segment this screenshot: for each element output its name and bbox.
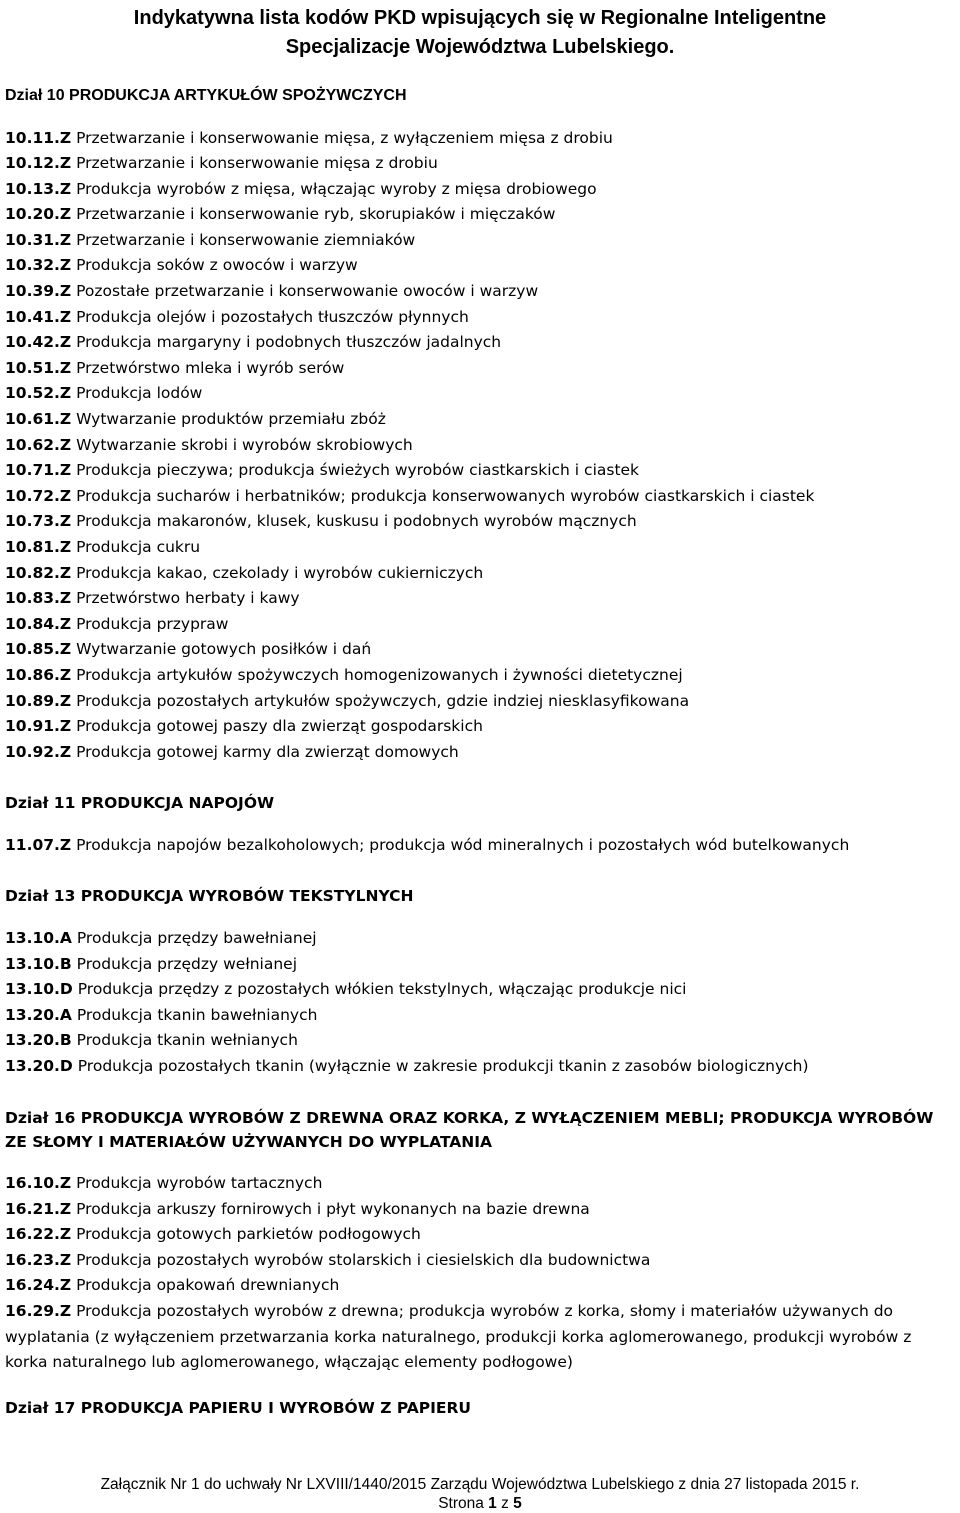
pkd-code: 13.20.D [5, 1056, 73, 1075]
pkd-description: Produkcja soków z owoców i warzyw [76, 256, 358, 275]
page-footer [0, 1475, 960, 1513]
pkd-description: Produkcja kakao, czekolady i wyrobów cukierniczych [76, 563, 484, 582]
pkd-code: 10.72.Z [5, 486, 72, 505]
list-item [5, 356, 955, 382]
code-list [5, 126, 955, 766]
section-dzial-17 [5, 1396, 955, 1420]
section-heading: Dział 16 PRODUKCJA WYROBÓW Z DREWNA ORAZ KORKA, Z WYŁĄCZENIEM MEBLI; PRODUKCJA WYROBÓW ZE SŁOMY I MATERIAŁÓW UŻYWANYCH DO WYPLATANIA [5, 1108, 934, 1151]
pkd-code: 10.52.Z [5, 384, 72, 403]
pkd-code: 10.31.Z [5, 230, 72, 249]
list-item [5, 151, 955, 177]
code-list [5, 1171, 955, 1376]
pkd-code: 10.41.Z [5, 307, 72, 326]
pkd-code: 10.82.Z [5, 563, 72, 582]
list-item [5, 926, 955, 952]
pkd-description: Produkcja wyrobów tartacznych [76, 1174, 323, 1192]
pkd-description: Produkcja przędzy wełnianej [76, 954, 298, 973]
pkd-code: 10.12.Z [5, 154, 72, 173]
page-current: 1 [488, 1495, 497, 1512]
section-spacer [5, 765, 955, 791]
list-item [5, 561, 955, 587]
pkd-description: Produkcja pieczywa; produkcja świeżych wyrobów ciastkarskich i ciastek [76, 461, 640, 480]
pkd-description: Przetwarzanie i konserwowanie mięsa z drobiu [76, 154, 438, 173]
pkd-code: 16.24.Z [5, 1276, 72, 1295]
page-number [0, 1494, 960, 1513]
pkd-description: Przetwórstwo mleka i wyrób serów [76, 358, 345, 377]
list-item [5, 177, 955, 203]
list-item [5, 833, 955, 859]
list-item [5, 1054, 955, 1080]
pkd-description: Produkcja gotowej paszy dla zwierząt gospodarskich [76, 717, 483, 736]
pkd-description: Produkcja gotowej karmy dla zwierząt domowych [76, 742, 459, 761]
list-item [5, 612, 955, 638]
document-title-line-2: Specjalizacje Województwa Lubelskiego. [285, 36, 675, 58]
pkd-code: 10.51.Z [5, 358, 72, 377]
pkd-description: Produkcja pozostałych wyrobów stolarskich i ciesielskich dla budownictwa [76, 1250, 651, 1269]
list-item [5, 484, 955, 510]
pkd-code: 10.20.Z [5, 205, 72, 224]
list-item [5, 740, 955, 766]
pkd-code: 10.11.Z [5, 128, 72, 147]
page-total: 5 [513, 1495, 522, 1512]
pkd-description: Produkcja przypraw [76, 614, 229, 633]
document-body [5, 84, 955, 1420]
list-item [5, 458, 955, 484]
pkd-description: Produkcja pozostałych artykułów spożywczych, gdzie indziej niesklasyfikowana [76, 691, 690, 710]
list-item [5, 1273, 955, 1299]
pkd-code: 10.81.Z [5, 538, 72, 556]
section-heading: Dział 13 PRODUKCJA WYROBÓW TEKSTYLNYCH [5, 887, 414, 906]
pkd-description: Produkcja arkuszy fornirowych i płyt wykonanych na bazie drewna [76, 1199, 590, 1218]
pkd-description: Wytwarzanie produktów przemiału zbóż [76, 410, 386, 429]
list-item [5, 126, 955, 152]
document-title [0, 4, 960, 62]
list-item [5, 1222, 955, 1248]
pkd-code: 10.86.Z [5, 665, 72, 684]
section-heading: Dział 11 PRODUKCJA NAPOJÓW [5, 794, 275, 813]
list-item [5, 509, 955, 535]
pkd-description: Produkcja pozostałych wyrobów z drewna; produkcja wyrobów z korka, słomy i materiałów używanych do wyplatania (z wyłączeniem przetwarzania korka naturalnego, produkcji korka aglomerowanego, produkcji wyrobów z korka naturalnego lub aglomerowanego, włączając elementy podłogowe) [5, 1301, 912, 1372]
section-spacer [5, 1376, 955, 1396]
list-item [5, 381, 955, 407]
document-title-line-1: Indykatywna lista kodów PKD wpisujących się w Regionalne Inteligentne [133, 7, 827, 29]
list-item [5, 689, 955, 715]
pkd-description: Produkcja wyrobów z mięsa, włączając wyroby z mięsa drobiowego [76, 179, 597, 198]
list-item [5, 637, 955, 663]
pkd-code: 10.92.Z [5, 742, 72, 761]
section-spacer [5, 858, 955, 884]
list-item [5, 952, 955, 978]
pkd-code: 10.83.Z [5, 589, 72, 608]
pkd-description: Produkcja opakowań drewnianych [76, 1276, 340, 1295]
pkd-code: 10.42.Z [5, 333, 72, 352]
pkd-description: Produkcja gotowych parkietów podłogowych [76, 1225, 421, 1244]
pkd-code: 13.20.A [5, 1005, 72, 1024]
list-item [5, 535, 955, 561]
pkd-description: Przetwarzanie i konserwowanie mięsa, z wyłączeniem mięsa z drobiu [76, 128, 613, 147]
list-item [5, 977, 955, 1003]
list-item [5, 1197, 955, 1223]
pkd-code: 16.22.Z [5, 1225, 72, 1244]
section-spacer [5, 1080, 955, 1106]
list-item [5, 407, 955, 433]
pkd-description: Przetwórstwo herbaty i kawy [76, 589, 300, 608]
pkd-description: Produkcja artykułów spożywczych homogenizowanych i żywności dietetycznej [76, 665, 683, 684]
pkd-code: 13.20.B [5, 1031, 72, 1050]
page-label: Strona [438, 1495, 484, 1512]
list-item [5, 330, 955, 356]
pkd-description: Wytwarzanie skrobi i wyrobów skrobiowych [76, 435, 413, 454]
pkd-code: 16.23.Z [5, 1250, 72, 1269]
pkd-code: 10.73.Z [5, 512, 72, 531]
pkd-description: Produkcja makaronów, klusek, kuskusu i podobnych wyrobów mącznych [76, 512, 637, 531]
pkd-description: Produkcja sucharów i herbatników; produkcja konserwowanych wyrobów ciastkarskich i ciastek [76, 486, 815, 505]
section-dzial-10 [5, 84, 955, 765]
pkd-description: Produkcja olejów i pozostałych tłuszczów płynnych [76, 307, 469, 326]
section-heading: Dział 17 PRODUKCJA PAPIERU I WYROBÓW Z PAPIERU [5, 1398, 471, 1417]
section-dzial-11 [5, 791, 955, 858]
pkd-description: Produkcja tkanin bawełnianych [76, 1005, 318, 1024]
pkd-code: 11.07.Z [5, 835, 72, 854]
pkd-description: Produkcja margaryny i podobnych tłuszczów jadalnych [76, 333, 502, 352]
pkd-description: Produkcja przędzy z pozostałych włókien tekstylnych, włączając produkcje nici [77, 980, 687, 999]
pkd-code: 10.32.Z [5, 256, 72, 275]
pkd-description: Produkcja cukru [76, 538, 201, 556]
list-item [5, 1003, 955, 1029]
pkd-code: 10.39.Z [5, 282, 72, 301]
pkd-code: 10.71.Z [5, 461, 72, 480]
pkd-description: Przetwarzanie i konserwowanie ziemniaków [76, 230, 416, 249]
pkd-description: Produkcja napojów bezalkoholowych; produkcja wód mineralnych i pozostałych wód butelkowanych [76, 835, 850, 854]
pkd-code: 16.10.Z [5, 1174, 72, 1192]
pkd-code: 10.61.Z [5, 410, 72, 429]
pkd-description: Produkcja lodów [76, 384, 203, 403]
pkd-code: 10.84.Z [5, 614, 72, 633]
list-item [5, 305, 955, 331]
list-item [5, 1299, 955, 1376]
list-item [5, 1248, 955, 1274]
footer-attachment-note: Załącznik Nr 1 do uchwały Nr LXVIII/1440/2015 Zarządu Województwa Lubelskiego z dnia 27 listopada 2015 r. [100, 1476, 860, 1493]
pkd-code: 10.89.Z [5, 691, 72, 710]
code-list [5, 926, 955, 1080]
pkd-description: Przetwarzanie i konserwowanie ryb, skorupiaków i mięczaków [76, 205, 556, 224]
section-dzial-16 [5, 1106, 955, 1376]
pkd-description: Pozostałe przetwarzanie i konserwowanie owoców i warzyw [76, 282, 539, 301]
list-item [5, 202, 955, 228]
list-item [5, 433, 955, 459]
list-item [5, 663, 955, 689]
pkd-description: Produkcja przędzy bawełnianej [76, 928, 317, 947]
pkd-code: 13.10.A [5, 928, 72, 947]
list-item [5, 1028, 955, 1054]
pkd-code: 16.21.Z [5, 1199, 72, 1218]
pkd-code: 16.29.Z [5, 1301, 72, 1320]
list-item [5, 253, 955, 279]
list-item [5, 279, 955, 305]
section-dzial-13 [5, 884, 955, 1079]
list-item [5, 586, 955, 612]
pkd-code: 10.91.Z [5, 717, 72, 736]
section-heading: Dział 10 PRODUKCJA ARTYKUŁÓW SPOŻYWCZYCH [5, 87, 407, 104]
pkd-description: Produkcja tkanin wełnianych [76, 1031, 298, 1050]
pkd-description: Wytwarzanie gotowych posiłków i dań [76, 640, 372, 659]
pkd-code: 10.85.Z [5, 640, 72, 659]
pkd-code: 10.62.Z [5, 435, 72, 454]
pkd-description: Produkcja pozostałych tkanin (wyłącznie w zakresie produkcji tkanin z zasobów biologicznych) [77, 1056, 809, 1075]
list-item [5, 228, 955, 254]
code-list [5, 833, 955, 859]
page-separator: z [501, 1495, 509, 1512]
pkd-code: 13.10.B [5, 954, 72, 973]
pkd-code: 10.13.Z [5, 179, 72, 198]
list-item [5, 1171, 955, 1197]
pkd-code: 13.10.D [5, 980, 73, 999]
list-item [5, 714, 955, 740]
